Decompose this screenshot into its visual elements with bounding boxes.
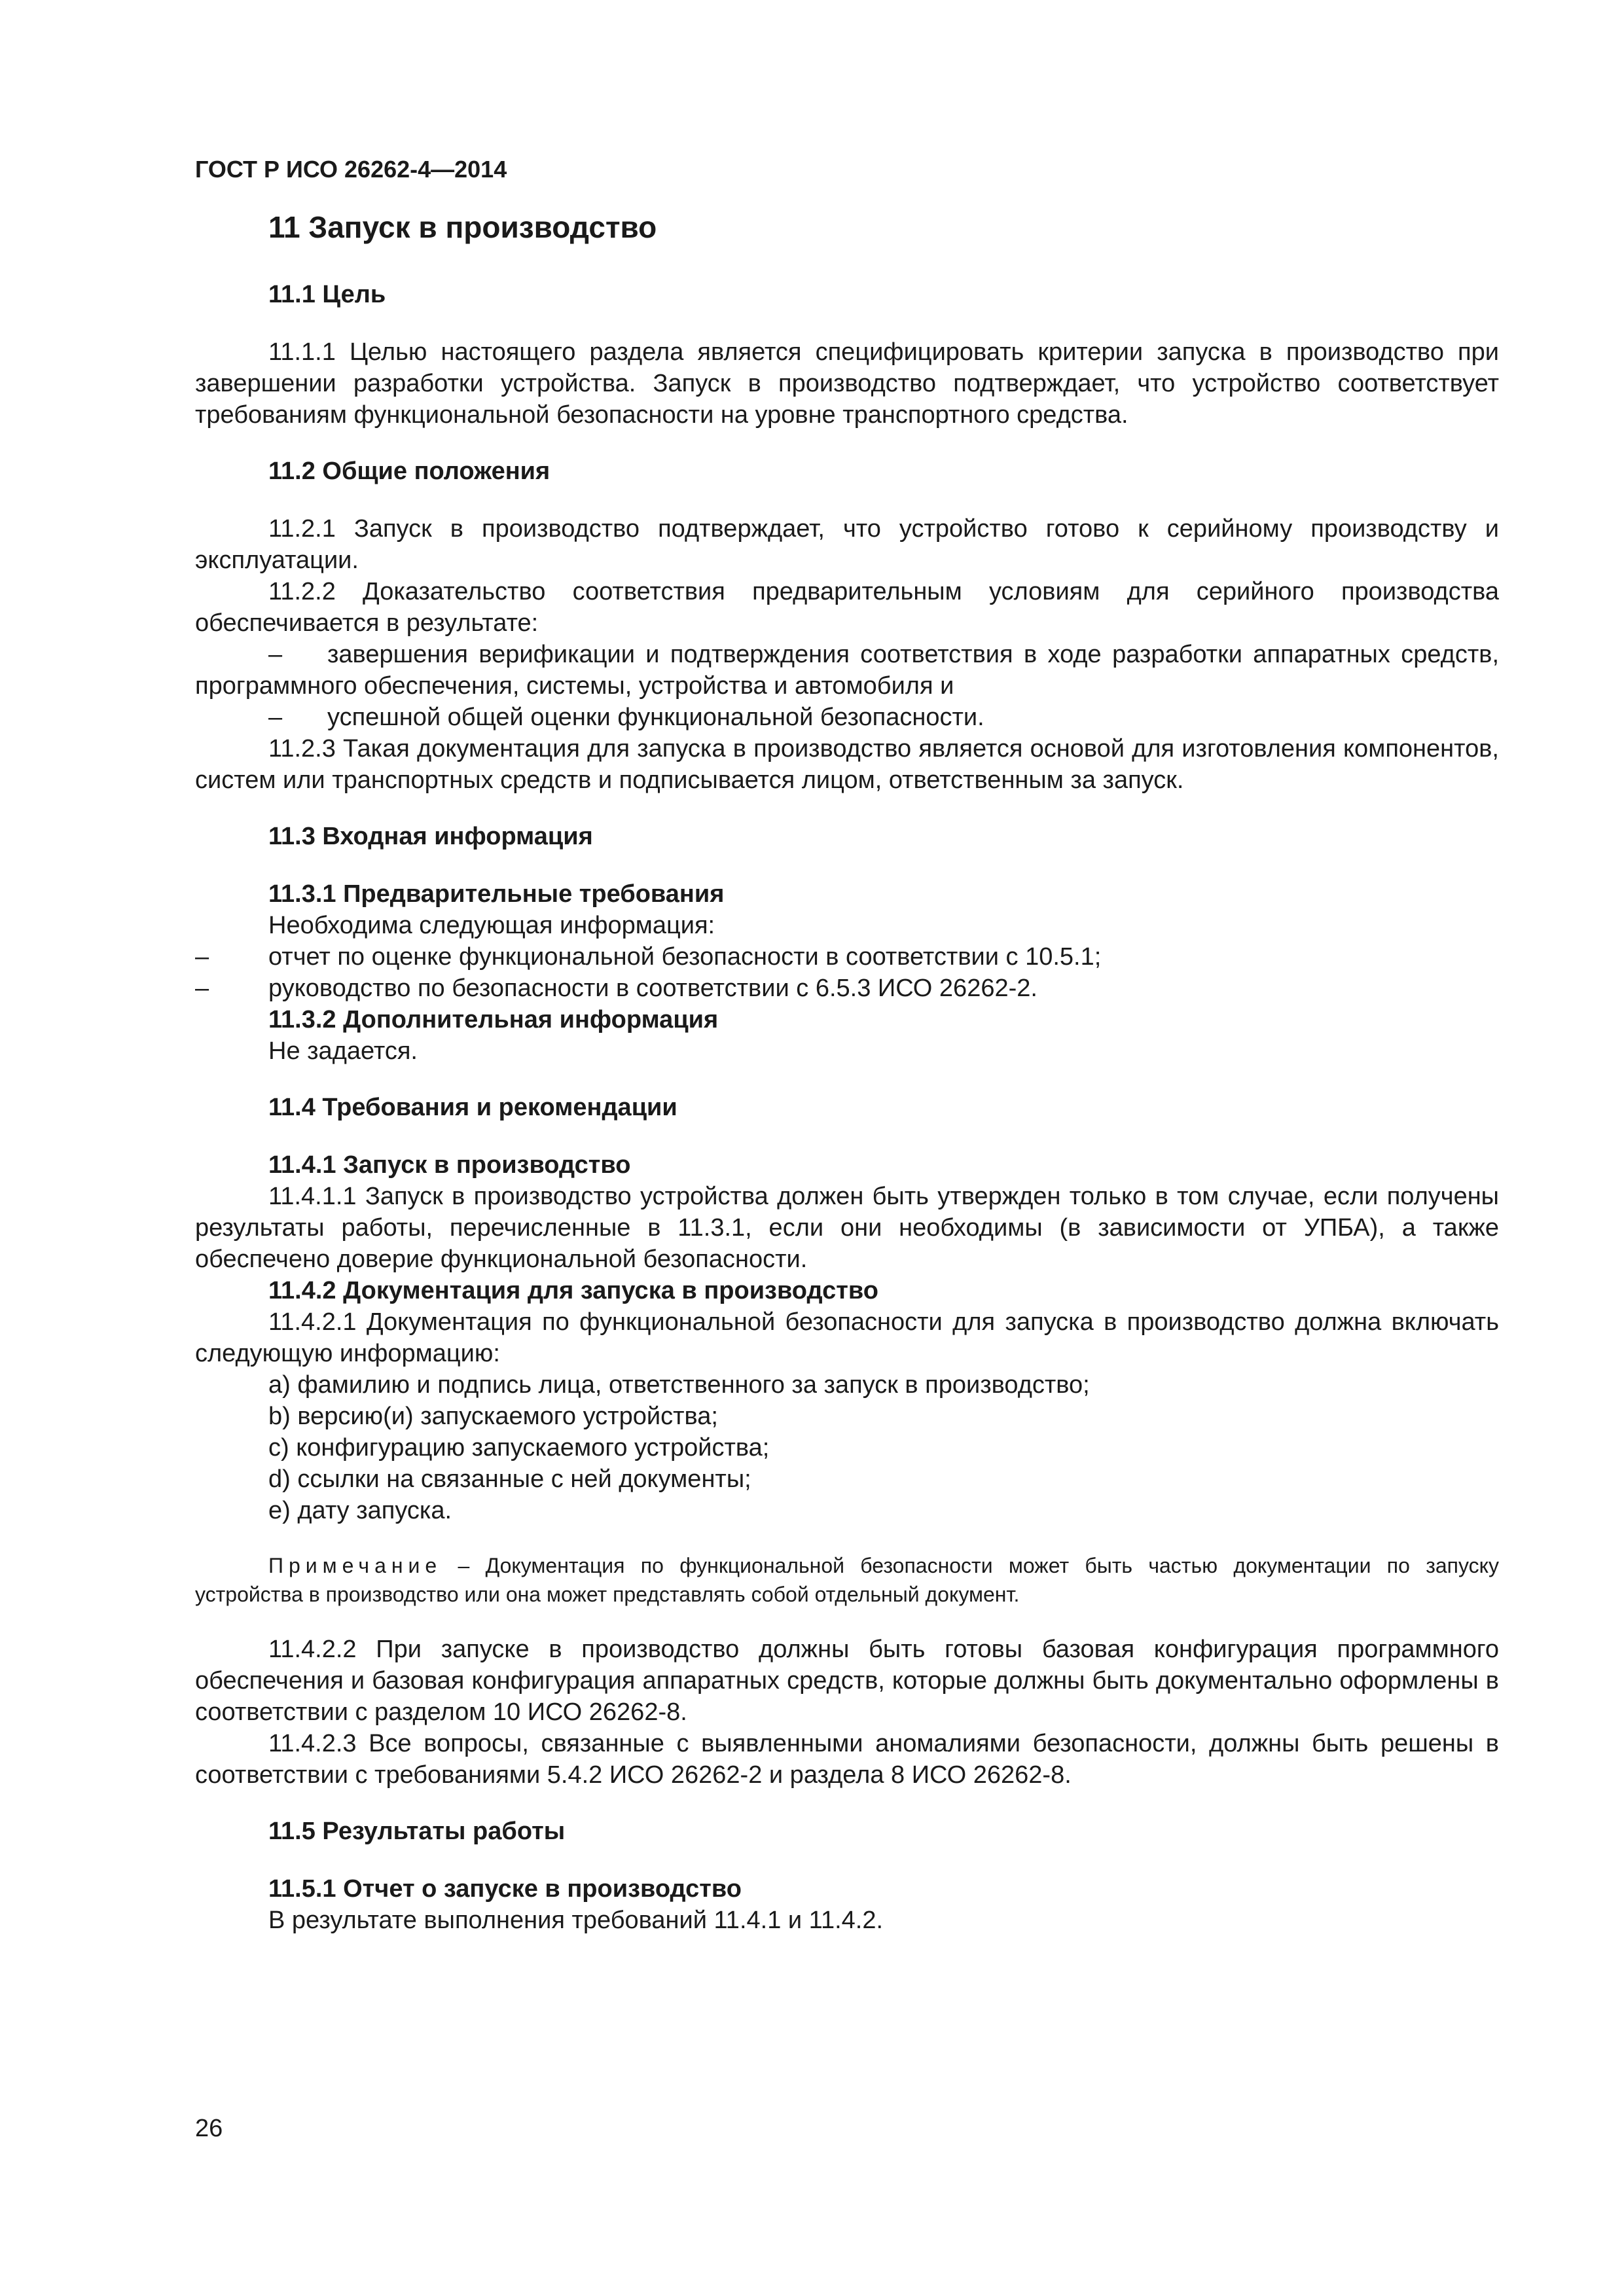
dash-mark: – <box>195 975 209 1002</box>
dash-item <box>195 973 1499 1004</box>
heading-11-5: 11.5 Результаты работы <box>268 1818 566 1845</box>
heading-11-2: 11.2 Общие положения <box>268 457 550 485</box>
list-item: b) версию(и) запускаемого устройства; <box>268 1403 718 1430</box>
heading-11-4-1: 11.4.1 Запуск в производство <box>268 1151 631 1179</box>
list-item: a) фамилию и подпись лица, ответственного за запуск в производство; <box>268 1371 1090 1399</box>
paragraph-11-2-2: 11.2.2 Доказательство соответствия предварительным условиям для серийного производства обеспечивается в результате: <box>195 578 1499 637</box>
heading-11-1: 11.1 Цель <box>268 281 386 308</box>
page-number: 26 <box>195 2115 223 2142</box>
paragraph-11-2-1: 11.2.1 Запуск в производство подтверждает, что устройство готово к серийному производству и эксплуатации. <box>195 515 1499 574</box>
heading-11-3: 11.3 Входная информация <box>268 823 593 850</box>
paragraph-11-4-2-3: 11.4.2.3 Все вопросы, связанные с выявленными аномалиями безопасности, должны быть решены в соответствии с требованиями 5.4.2 ИСО 26262-2 и раздела 8 ИСО 26262-8. <box>195 1730 1499 1789</box>
dash-item-text: завершения верификации и подтверждения соответствия в ходе разработки аппаратных средств, программного обеспечения, системы, устройства и автомобиля и <box>195 641 1499 700</box>
list-item: e) дату запуска. <box>268 1497 452 1524</box>
heading-11-5-1: 11.5.1 Отчет о запуске в производство <box>268 1875 742 1903</box>
dash-item-text: руководство по безопасности в соответствии с 6.5.3 ИСО 26262-2. <box>268 975 1038 1002</box>
paragraph-11-4-2-1: 11.4.2.1 Документация по функциональной безопасности для запуска в производство должна включать следующую информацию: <box>195 1308 1499 1367</box>
section-title: 11 Запуск в производство <box>268 210 657 244</box>
note-label: Примечание <box>268 1554 442 1577</box>
heading-11-3-1: 11.3.1 Предварительные требования <box>268 880 725 908</box>
paragraph-11-5-1: В результате выполнения требований 11.4.1 и 11.4.2. <box>268 1907 884 1934</box>
dash-item <box>195 639 1499 702</box>
dash-item <box>195 941 1499 973</box>
document-header: ГОСТ Р ИСО 26262-4—2014 <box>195 156 507 183</box>
dash-mark: – <box>268 641 283 668</box>
paragraph-11-2-3: 11.2.3 Такая документация для запуска в производство является основой для изготовления компонентов, систем или транспортных средств и подписывается лицом, ответственным за запуск. <box>195 735 1499 794</box>
dash-item-text: успешной общей оценки функциональной безопасности. <box>327 704 984 731</box>
dash-mark: – <box>268 704 283 731</box>
heading-11-4: 11.4 Требования и рекомендации <box>268 1094 677 1121</box>
paragraph-11-3-1-intro: Необходима следующая информация: <box>268 912 715 939</box>
list-item: c) конфигурацию запускаемого устройства; <box>268 1434 770 1462</box>
dash-mark: – <box>195 943 209 971</box>
heading-11-3-2: 11.3.2 Дополнительная информация <box>268 1006 719 1033</box>
dash-item-text: отчет по оценке функциональной безопасности в соответствии с 10.5.1; <box>268 943 1102 971</box>
heading-11-4-2: 11.4.2 Документация для запуска в производство <box>268 1277 878 1304</box>
paragraph-11-4-1-1: 11.4.1.1 Запуск в производство устройства должен быть утвержден только в том случае, если получены результаты работы, перечисленные в 11.3.1, если они необходимы (в зависимости от УПБА), а также обеспечено доверие функциональной безопасности. <box>195 1183 1499 1273</box>
paragraph-11-4-2-2: 11.4.2.2 При запуске в производство должны быть готовы базовая конфигурация программного обеспечения и базовая конфигурация аппаратных средств, которые должны быть документально оформлены в соответствии с разделом 10 ИСО 26262-8. <box>195 1636 1499 1726</box>
paragraph-11-1-1: 11.1.1 Целью настоящего раздела является специфицировать критерии запуска в производство при завершении разработки устройства. Запуск в производство подтверждает, что устройство соответствует требованиям функциональной безопасности на уровне транспортного средства. <box>195 338 1499 429</box>
document-body <box>195 208 1499 1936</box>
paragraph-11-3-2: Не задается. <box>268 1037 418 1065</box>
list-item: d) ссылки на связанные с ней документы; <box>268 1465 751 1493</box>
note-text: – Документация по функциональной безопасности может быть частью документации по запуску устройства в производство или она может представлять собой отдельный документ. <box>195 1554 1499 1606</box>
note <box>195 1551 1499 1609</box>
dash-item <box>195 702 1499 733</box>
